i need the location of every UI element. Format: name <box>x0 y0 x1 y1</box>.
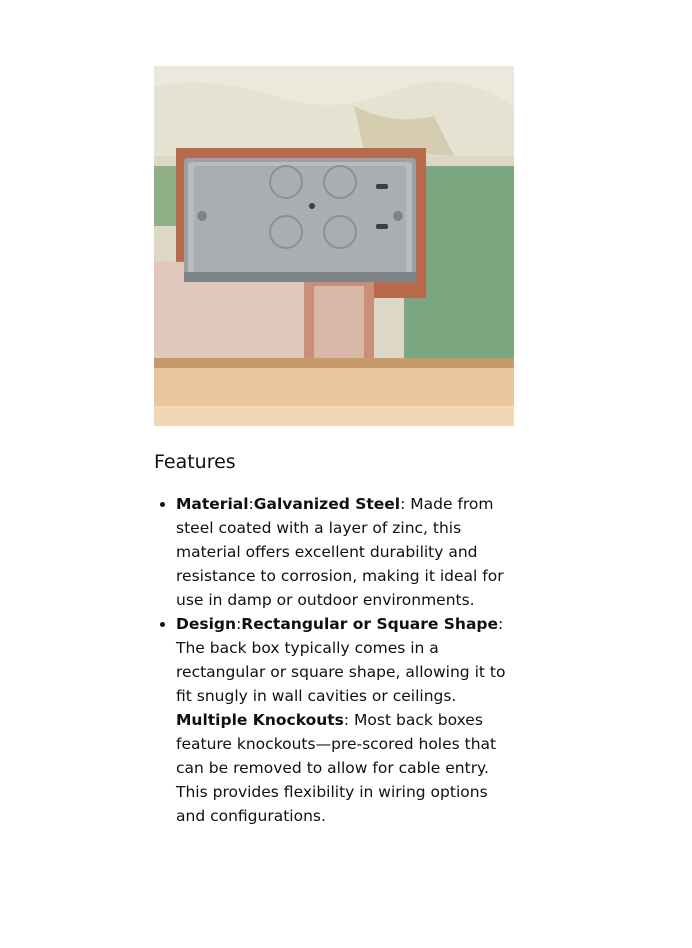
list-item <box>176 492 516 612</box>
feature-value: Galvanized Steel <box>253 495 401 513</box>
feature-extra-description: : Most back boxes feature knockouts—pre-scored holes that can be removed to allow for cable entry. This provides flexibility in wiring options and configurations. <box>176 711 497 825</box>
feature-separator: : <box>236 615 242 633</box>
features-list <box>154 492 516 828</box>
feature-label: Material <box>176 495 249 513</box>
feature-description: : The back box typically comes in a rectangular or square shape, allowing it to fit snugly in wall cavities or ceilings. <box>176 615 506 705</box>
list-item <box>176 612 516 828</box>
feature-value: Rectangular or Square Shape <box>241 615 499 633</box>
product-photo <box>154 66 514 426</box>
feature-label: Design <box>176 615 237 633</box>
feature-extra-label: Multiple Knockouts <box>176 711 344 729</box>
features-heading: Features <box>154 451 236 473</box>
metal-back-box-photo <box>154 66 514 426</box>
feature-description: : Made from steel coated with a layer of zinc, this material offers excellent durability and resistance to corrosion, making it ideal for use in damp or outdoor environments. <box>176 495 504 609</box>
feature-separator: : <box>248 495 254 513</box>
